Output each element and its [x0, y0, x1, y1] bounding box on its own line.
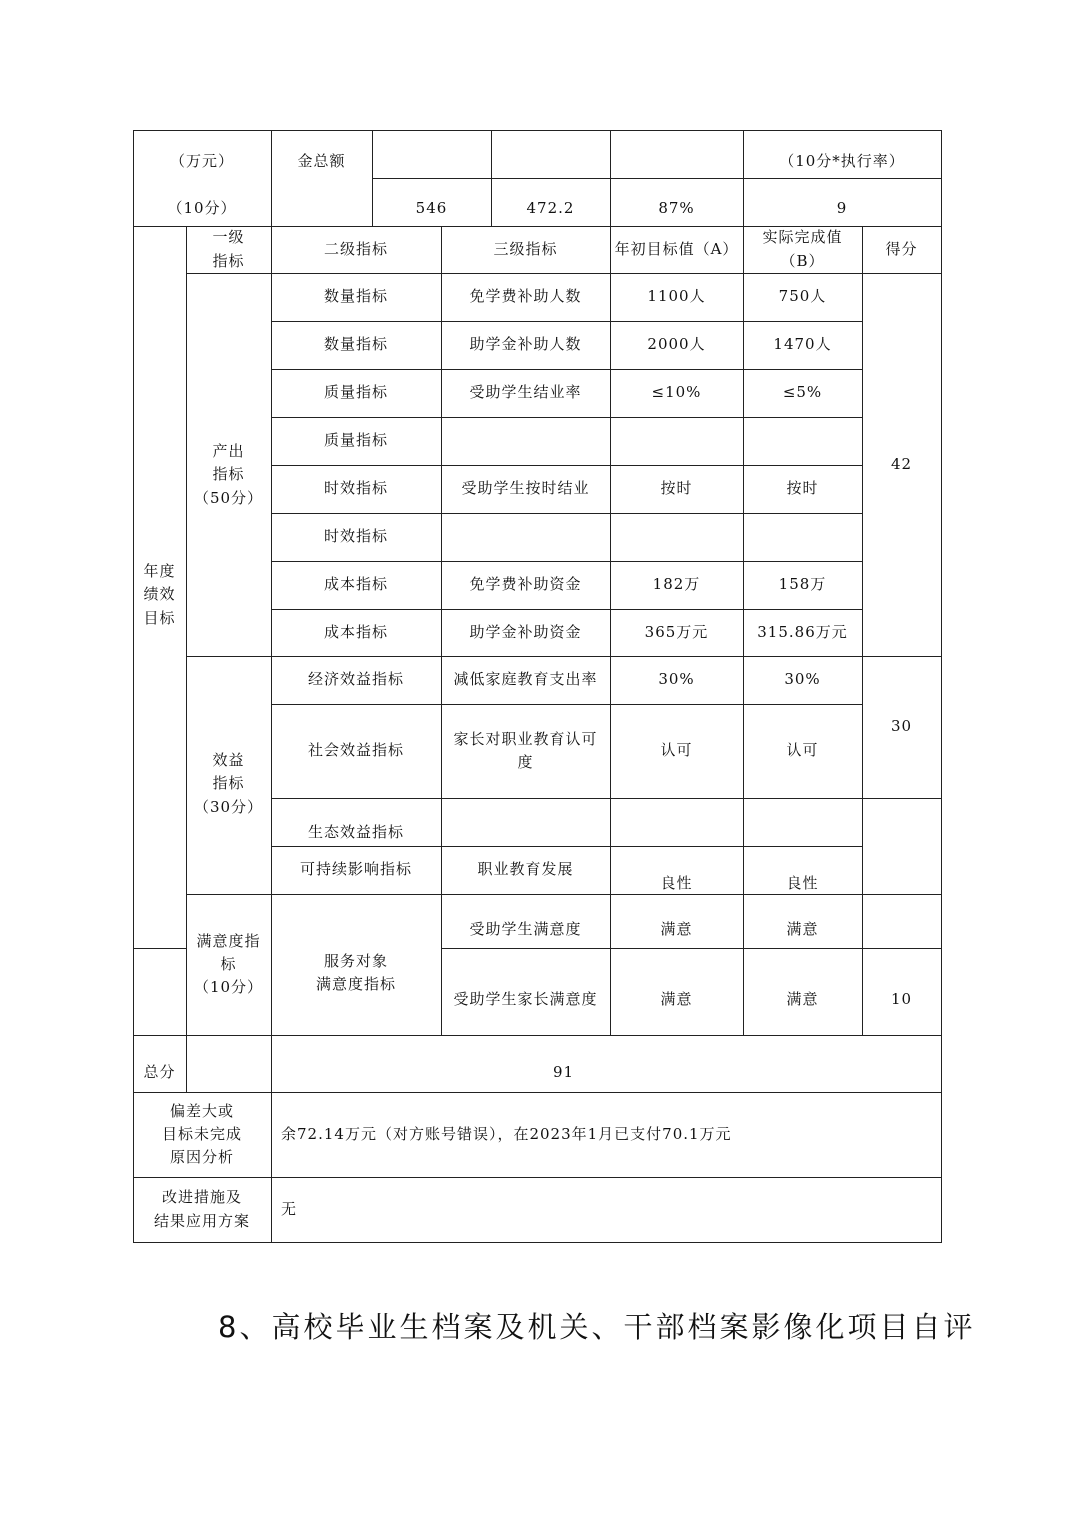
total-label: 总分 — [143, 1063, 176, 1082]
header-actual — [743, 226, 862, 273]
section-heading: 8、高校毕业生档案及机关、干部档案影像化项目自评 — [218, 1310, 976, 1344]
actual-cell: 按时 — [786, 479, 819, 498]
table-rule — [186, 894, 942, 895]
target-cell: 365万元 — [644, 622, 709, 641]
budget-value: 546 — [415, 199, 448, 218]
level3-cell: 助学金补助人数 — [469, 335, 582, 354]
table-rule — [941, 130, 942, 1243]
level2-cell: 质量指标 — [323, 431, 388, 450]
header-level2: 二级指标 — [323, 239, 388, 258]
table-rule — [133, 1242, 942, 1243]
benefit-indicator-label — [186, 710, 271, 858]
level3-cell — [441, 798, 610, 846]
benefit-indicator-label-line: 指标 — [212, 774, 245, 793]
level3-cell — [441, 417, 610, 465]
actual-cell: 315.86万元 — [757, 622, 848, 641]
level2-cell: 时效指标 — [323, 479, 388, 498]
target-cell — [610, 417, 743, 465]
output-indicator-label-line: （50分） — [193, 488, 264, 507]
execution-rate: 87% — [658, 199, 695, 218]
deviation-label-line: 偏差大或 — [169, 1101, 234, 1120]
total-value: 91 — [552, 1063, 575, 1082]
output-indicator-label-line: 产出 — [212, 442, 245, 461]
actual-cell: 良性 — [786, 874, 819, 893]
level2-cell: 数量指标 — [323, 287, 388, 306]
output-score: 42 — [890, 454, 913, 473]
actual-value: 472.2 — [526, 199, 575, 218]
level3-cell: 受助学生满意度 — [469, 920, 582, 939]
deviation-label-line: 目标未完成 — [161, 1124, 242, 1143]
level2-cell: 经济效益指标 — [307, 670, 404, 689]
target-cell: 30% — [658, 670, 695, 689]
header-level1-line: 一级 — [212, 228, 245, 247]
table-rule — [133, 1035, 942, 1036]
table-rule — [133, 130, 942, 131]
header-actual-line: （B） — [780, 251, 825, 270]
level2-cell: 数量指标 — [323, 335, 388, 354]
deviation-label-line: 原因分析 — [169, 1148, 234, 1167]
level2-cell: 可持续影响指标 — [299, 860, 412, 879]
target-cell: ≤10% — [651, 383, 702, 402]
target-cell — [610, 513, 743, 561]
improvement-label — [133, 1177, 271, 1242]
level2-cell: 成本指标 — [323, 622, 388, 641]
header-actual-line: 实际完成值 — [762, 228, 843, 247]
actual-cell: 1470人 — [773, 335, 832, 354]
benefit-indicator-label-line: （30分） — [193, 797, 264, 816]
header-score: 得分 — [885, 239, 918, 258]
level3-cell: 职业教育发展 — [477, 860, 574, 879]
unit-label: （万元） — [169, 152, 234, 171]
level3-cell-line: 度 — [517, 753, 534, 771]
actual-cell: ≤5% — [782, 383, 823, 402]
satisfaction-indicator-label-line: 满意度指 — [196, 931, 261, 950]
satisfaction-level2 — [271, 920, 441, 1026]
improvement-label-line: 结果应用方案 — [153, 1211, 250, 1230]
annual-goal-label-line: 目标 — [143, 608, 176, 627]
header-level1-line: 指标 — [212, 251, 245, 270]
satisfaction-level2-line: 服务对象 — [323, 951, 388, 970]
improvement-text: 无 — [281, 1199, 298, 1218]
target-cell — [610, 798, 743, 846]
level2-cell: 社会效益指标 — [307, 741, 404, 760]
actual-cell: 750人 — [778, 287, 827, 306]
actual-cell — [743, 417, 862, 465]
deviation-text: 余72.14万元（对方账号错误），在2023年1月已支付70.1万元 — [281, 1124, 732, 1143]
level2-cell: 成本指标 — [323, 575, 388, 594]
level3-cell: 助学金补助资金 — [469, 622, 582, 641]
output-indicator-label — [186, 400, 271, 550]
level3-cell: 减低家庭教育支出率 — [453, 670, 598, 689]
benefit-score: 30 — [890, 717, 913, 736]
level3-cell: 受助学生结业率 — [469, 383, 582, 402]
output-indicator-label-line: 指标 — [212, 465, 245, 484]
target-cell: 182万 — [652, 575, 701, 594]
total-funds-label: 金总额 — [297, 152, 346, 171]
level3-cell: 免学费补助人数 — [469, 287, 582, 306]
target-cell: 良性 — [660, 874, 693, 893]
target-cell: 满意 — [660, 920, 693, 939]
header-level1 — [186, 226, 271, 273]
level3-cell — [441, 513, 610, 561]
actual-cell: 158万 — [778, 575, 827, 594]
level3-cell-line: 家长对职业教育认可 — [453, 729, 598, 748]
target-cell: 满意 — [660, 990, 693, 1009]
score-formula: （10分*执行率） — [779, 152, 905, 171]
level3-cell: 免学费补助资金 — [469, 575, 582, 594]
header-level3: 三级指标 — [493, 239, 558, 258]
satisfaction-level2-line: 满意度指标 — [315, 975, 396, 993]
actual-cell: 认可 — [786, 741, 819, 760]
actual-cell — [743, 798, 862, 846]
annual-goal-label — [133, 530, 186, 660]
level3-cell: 受助学生按时结业 — [461, 479, 590, 498]
satisfaction-score: 10 — [890, 990, 913, 1009]
level2-cell: 生态效益指标 — [307, 823, 404, 842]
satisfaction-indicator-label — [186, 894, 271, 1035]
points-label: （10分） — [167, 199, 237, 218]
level3-cell — [441, 704, 610, 798]
level3-cell: 受助学生家长满意度 — [453, 990, 598, 1009]
annual-goal-label-line: 年度 — [143, 562, 176, 581]
deviation-label — [133, 1092, 271, 1177]
actual-cell — [743, 513, 862, 561]
target-cell: 2000人 — [647, 335, 706, 354]
actual-cell: 满意 — [786, 990, 819, 1009]
funds-score: 9 — [836, 199, 848, 218]
actual-cell: 满意 — [786, 920, 819, 939]
target-cell: 1100人 — [647, 287, 706, 306]
header-target: 年初目标值（A） — [614, 239, 739, 258]
level2-cell: 时效指标 — [323, 527, 388, 546]
target-cell: 认可 — [660, 741, 693, 760]
table-rule — [133, 948, 187, 949]
satisfaction-indicator-label-line: 标 — [220, 954, 237, 973]
actual-cell: 30% — [784, 670, 821, 689]
benefit-indicator-label-line: 效益 — [212, 751, 245, 770]
improvement-label-line: 改进措施及 — [161, 1188, 242, 1207]
level2-cell: 质量指标 — [323, 383, 388, 402]
satisfaction-indicator-label-line: （10分） — [193, 978, 264, 997]
target-cell: 按时 — [660, 479, 693, 498]
annual-goal-label-line: 绩效 — [143, 585, 176, 604]
